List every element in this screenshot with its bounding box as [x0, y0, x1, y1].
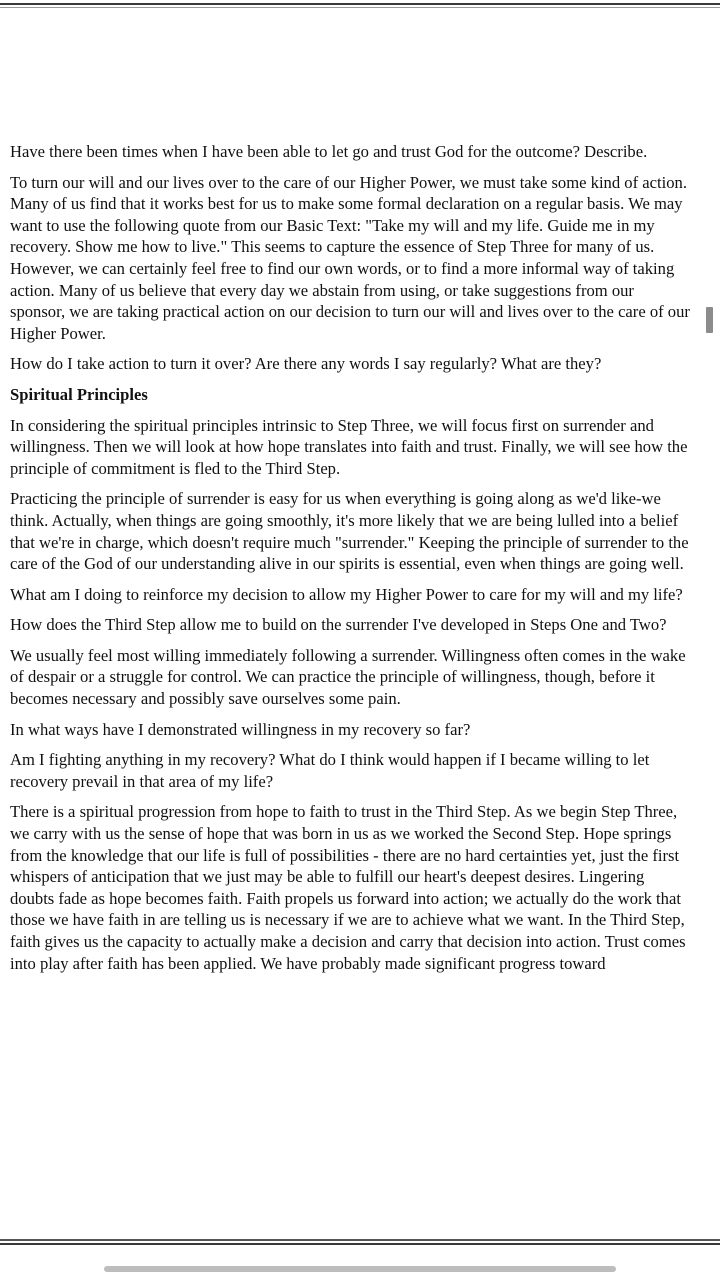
paragraph-question-turn-over: How do I take action to turn it over? Are there any words I say regularly? What are they? — [10, 354, 602, 374]
top-border-line-thin — [0, 7, 720, 8]
paragraph-surrender: Practicing the principle of surrender is easy for us when everything is going along as we'd like-we think. Actually, when things are going smoothly, it's more likely that we are being lulled into a belief that we're in charge, which doesn't require much "surrender." Keeping the principle of surrender to the care of the God of our understanding alive in our spirits is essential, even when things are going well. — [10, 489, 689, 574]
horizontal-scrollbar[interactable] — [104, 1266, 616, 1272]
paragraph-willingness: We usually feel most willing immediately following a surrender. Willingness often comes in the wake of despair or a struggle for control. We can practice the principle of willingness, though, before it becomes necessary and possibly save ourselves some pain. — [10, 645, 686, 709]
bottom-border-line — [0, 1239, 720, 1241]
paragraph-question-build-on-surrender: How does the Third Step allow me to build on the surrender I've developed in Steps One and Two? — [10, 615, 667, 635]
paragraph-hope-faith-trust: There is a spiritual progression from hope to faith to trust in the Third Step. As we begin Step Three, we carry with us the sense of hope that was born in us as we worked the Second Step. Hope springs from the knowledge that our life is full of possibilities - there are no hard certainties yet, just the first whispers of anticipation that we just may be able to fulfill our heart's deepest desires. Lingering doubts fade as hope becomes faith. Faith propels us forward into action; we actually do the work that those we have faith in are telling us is necessary if we are to achieve what we want. In the Third Step, faith gives us the capacity to actually make a decision and carry that decision into action. Trust comes into play after faith has been applied. We have probably made significant progress toward — [10, 802, 686, 973]
bottom-border — [0, 1239, 720, 1249]
bottom-border-line-2 — [0, 1243, 720, 1245]
paragraph-question-let-go: Have there been times when I have been able to let go and trust God for the outcome? Describe. — [10, 142, 648, 161]
paragraph-question-reinforce: What am I doing to reinforce my decision to allow my Higher Power to care for my will and my life? — [10, 584, 683, 604]
vertical-scrollbar-thumb[interactable] — [706, 307, 713, 333]
paragraph-question-fighting: Am I fighting anything in my recovery? What do I think would happen if I became willing to let recovery prevail in that area of my life? — [10, 750, 650, 791]
paragraph-considering-principles: In considering the spiritual principles intrinsic to Step Three, we will focus first on surrender and willingness. Then we will look at how hope translates into faith and trust. Finally, we will see how the principle of commitment is fled to the Third Step. — [10, 415, 688, 478]
paragraph-question-demonstrated-willingness: In what ways have I demonstrated willingness in my recovery so far? — [10, 719, 471, 739]
top-border — [0, 0, 720, 9]
reader-content[interactable] — [10, 141, 690, 983]
section-heading-spiritual-principles: Spiritual Principles — [10, 384, 148, 404]
top-border-line — [0, 3, 720, 5]
paragraph-taking-action: To turn our will and our lives over to the care of our Higher Power, we must take some kind of action. Many of us find that it works best for us to make some formal declaration on a regular basis. We may want to use the following quote from our Basic Text: "Take my will and my life. Guide me in my recovery. Show me how to live." This seems to capture the essence of Step Three for many of us. However, we can certainly feel free to find our own words, or to find a more informal way of taking action. Many of us believe that every day we abstain from using, or take suggestions from our sponsor, we are taking practical action on our decision to turn our will and lives over to the care of our Higher Power. — [10, 172, 690, 343]
